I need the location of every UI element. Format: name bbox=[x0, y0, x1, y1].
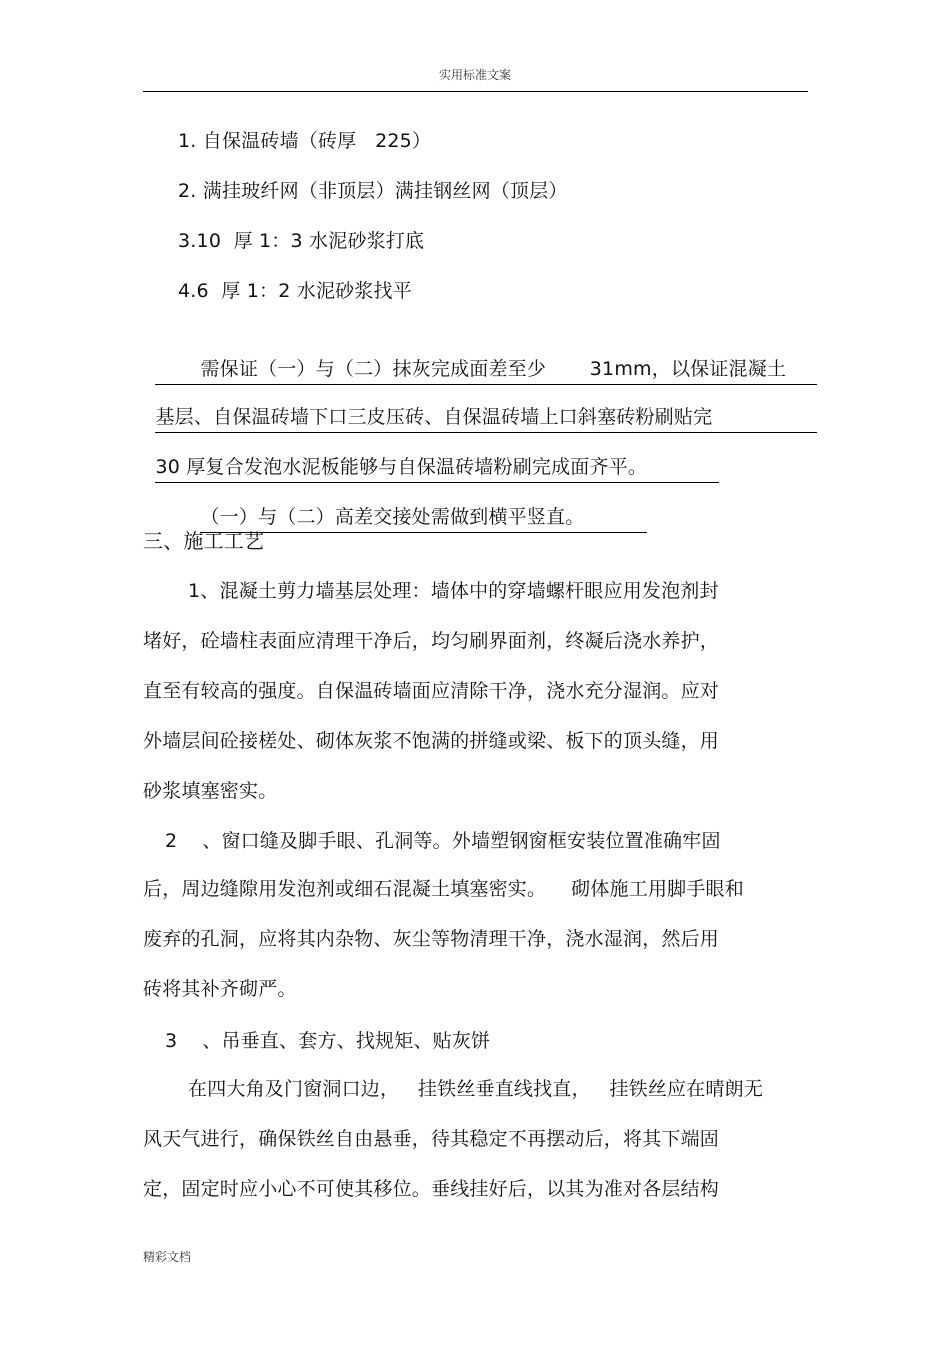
body-line-13: 定，固定时应小心不可使其移位。垂线挂好后，以其为准对各层结构 bbox=[143, 1178, 720, 1200]
header-divider bbox=[143, 91, 808, 92]
body-line-7: 后，周边缝隙用发泡剂或细石混凝土填塞密实。 砌体施工用脚手眼和 bbox=[143, 878, 744, 900]
body-line-9: 砖将其补齐砌严。 bbox=[143, 978, 297, 1000]
list-item-2: 2. 满挂玻纤网（非顶层）满挂钢丝网（顶层） bbox=[178, 180, 568, 202]
note-line-3-text: 30 厚复合发泡水泥板能够与自保温砖墙粉刷完成面齐平。 bbox=[155, 454, 719, 483]
page-header-title: 实用标准文案 bbox=[438, 68, 511, 82]
note-line-3 bbox=[143, 428, 719, 483]
page-footer: 精彩文档 bbox=[143, 1250, 192, 1264]
section-heading: 三、施工工艺 bbox=[143, 529, 265, 553]
note-line-2 bbox=[143, 378, 817, 433]
note-line-1 bbox=[143, 330, 805, 385]
body-line-6: 2 、窗口缝及脚手眼、孔洞等。外墙塑钢窗框安装位置准确牢固 bbox=[165, 830, 721, 852]
body-line-10: 3 、吊垂直、套方、找规矩、贴灰饼 bbox=[165, 1030, 491, 1052]
list-item-1: 1. 自保温砖墙（砖厚 225） bbox=[178, 130, 432, 152]
body-line-11: 在四大角及门窗洞口边， 挂铁丝垂直线找直， 挂铁丝应在晴朗无 bbox=[188, 1078, 764, 1100]
list-item-4: 4.6 厚 1：2 水泥砂浆找平 bbox=[178, 280, 412, 302]
note-line-1-text: 需保证（一）与（二）抹灰完成面差至少 31mm，以保证混凝土 bbox=[155, 356, 817, 385]
body-line-8: 废弃的孔洞，应将其内杂物、灰尘等物清理干净，浇水湿润，然后用 bbox=[143, 928, 720, 950]
body-line-5: 砂浆填塞密实。 bbox=[143, 780, 278, 802]
body-line-3: 直至有较高的强度。自保温砖墙面应清除干净，浇水充分湿润。应对 bbox=[143, 680, 720, 702]
note-line-4-text: （一）与（二）高差交接处需做到横平竖直。 bbox=[200, 504, 647, 533]
list-item-3: 3.10 厚 1：3 水泥砂浆打底 bbox=[178, 230, 425, 252]
body-line-12: 风天气进行，确保铁丝自由悬垂，待其稳定不再摆动后，将其下端固 bbox=[143, 1128, 720, 1150]
body-line-4: 外墙层间砼接槎处、砌体灰浆不饱满的拼缝或梁、板下的顶头缝，用 bbox=[143, 730, 720, 752]
note-line-2-text: 基层、自保温砖墙下口三皮压砖、自保温砖墙上口斜塞砖粉刷贴完 bbox=[155, 404, 817, 433]
body-line-2: 堵好，砼墙柱表面应清理干净后，均匀刷界面剂，终凝后浇水养护， bbox=[143, 630, 720, 652]
body-line-1: 1、混凝土剪力墙基层处理：墙体中的穿墙螺杆眼应用发泡剂封 bbox=[188, 580, 719, 602]
note-line-4 bbox=[188, 478, 647, 533]
